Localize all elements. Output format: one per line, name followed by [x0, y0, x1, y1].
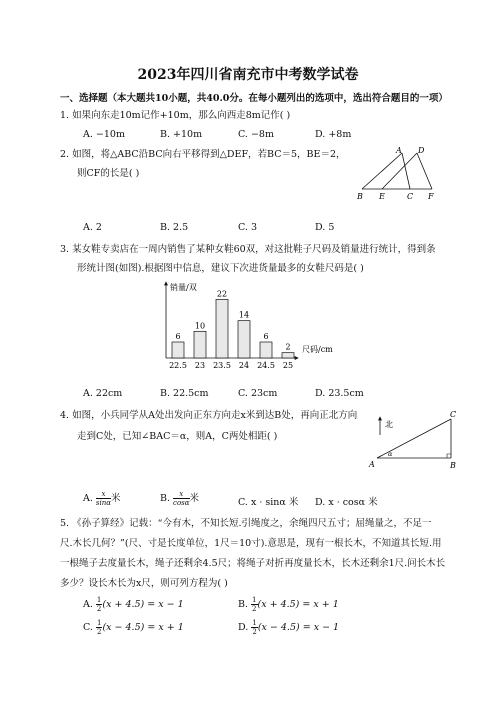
bar-24.5: [260, 342, 272, 358]
q3-stem-line1: 3. 某女鞋专卖店在一周内销售了某种女鞋60双，对这批鞋子尺码及销量进行统计，得到条: [60, 244, 436, 255]
q5-stem-line2: 尺.木长几何？”(尺、寸是长度单位，1尺＝10寸).意思是，现有一根长木，不知道其长短.用: [60, 538, 442, 549]
section-heading: 一、选择题（本大题共10小题，共40.0分。在每小题列出的选项中，选出符合题目的一项）: [60, 93, 448, 104]
q3-option-c: C. 23cm: [238, 388, 278, 399]
q2-option-b: B. 2.5: [160, 222, 189, 233]
bar-22.5: [172, 342, 184, 358]
bar-24: [238, 321, 250, 358]
q5-option-a: A. $\frac{1}{2}$ (x + 4.5) = x − 1: [83, 596, 184, 613]
q4-option-a: A. $\frac{x}{\sin\alpha}$ 米: [83, 490, 121, 507]
q1-option-a: A. −10m: [83, 129, 125, 140]
q1-option-c: C. −8m: [238, 129, 274, 140]
label-b: B: [357, 192, 363, 201]
q4-option-b: B. $\frac{x}{\cos\alpha}$ 米: [160, 490, 200, 507]
q5-option-c: C. $\frac{1}{2}$ (x − 4.5) = x + 1: [83, 619, 184, 636]
bar-value-label: 2: [285, 342, 291, 352]
label-e: E: [379, 192, 385, 201]
q5-stem-line3: 一根绳子去度量长木，绳子还剩余4.5尺；将绳子对折再度量长木，长木还剩余1尺.问长木长: [60, 558, 446, 569]
q4-stem-line2: 走到C处，已知∠BAC＝α，则A，C两处相距( ): [77, 431, 278, 442]
label-f: F: [428, 192, 434, 201]
q2-option-d: D. 5: [315, 222, 335, 233]
q4-option-c: C. x · sinα 米: [238, 497, 299, 508]
label-d: D: [418, 146, 425, 155]
q3-option-a: A. 22cm: [83, 388, 123, 399]
x-tick-label: 24.5: [257, 361, 275, 370]
q2-option-c: C. 3: [238, 222, 258, 233]
label-north: 北: [385, 420, 393, 429]
label-c: C: [450, 410, 457, 419]
q4-direction-figure: [364, 405, 464, 473]
x-tick-label: 23.5: [213, 361, 231, 370]
q1-stem: 1. 如果向东走10m记作+10m，那么向西走8m记作( ): [60, 110, 291, 121]
q4-option-d: D. x · cosα 米: [315, 497, 378, 508]
q1-option-b: B. +10m: [160, 129, 203, 140]
q5-option-d: D. $\frac{1}{2}$ (x − 4.5) = x − 1: [238, 619, 340, 636]
label-b: B: [450, 461, 456, 470]
x-axis-label: 尺码/cm: [302, 345, 333, 354]
bar-value-label: 10: [194, 321, 206, 331]
shoe-size-bar-chart: [150, 278, 370, 372]
bar-value-label: 6: [175, 332, 181, 341]
bar-value-label: 6: [263, 332, 269, 341]
q2-triangle-figure: [352, 146, 436, 204]
bar-25: [282, 353, 294, 358]
q4-stem-line1: 4. 如图，小兵同学从A处出发向正东方向走x米到达B处，再向正北方向: [60, 410, 358, 421]
bar-value-label: 14: [238, 310, 250, 320]
label-c: C: [407, 192, 414, 201]
q3-option-b: B. 22.5cm: [160, 388, 209, 399]
bar-23: [194, 331, 206, 358]
q2-stem-line1: 2. 如图，将△ABC沿BC向右平移得到△DEF，若BC＝5，BE＝2，: [60, 149, 346, 160]
q3-stem-line2: 形统计图(如图).根据图中信息，建议下次进货量最多的女鞋尺码是( ): [77, 263, 364, 274]
x-tick-label: 25: [282, 361, 294, 370]
q5-stem-line1: 5. 《孙子算经》记载：“今有木，不知长短.引绳度之，余绳四尺五寸；屈绳量之，不足一: [60, 518, 432, 529]
q2-stem-line2: 则CF的长是( ): [77, 168, 140, 179]
bar-23.5: [216, 299, 228, 358]
x-tick-label: 23: [194, 361, 206, 370]
label-a: A: [369, 460, 375, 469]
q3-option-d: D. 23.5cm: [315, 388, 364, 399]
label-a: A: [396, 146, 402, 155]
label-alpha: α: [388, 450, 393, 458]
q1-option-d: D. +8m: [315, 129, 352, 140]
x-tick-label: 22.5: [169, 361, 187, 370]
q5-option-b: B. $\frac{1}{2}$ (x + 4.5) = x + 1: [238, 596, 339, 613]
page-title: 2023年四川省南充市中考数学试卷: [137, 67, 359, 83]
x-tick-label: 24: [238, 361, 250, 370]
bar-value-label: 22: [216, 289, 228, 299]
y-axis-label: 销量/双: [170, 283, 197, 292]
q2-option-a: A. 2: [83, 222, 102, 233]
q5-stem-line4: 多少？设长木长为x尺，则可列方程为( ): [60, 578, 228, 589]
